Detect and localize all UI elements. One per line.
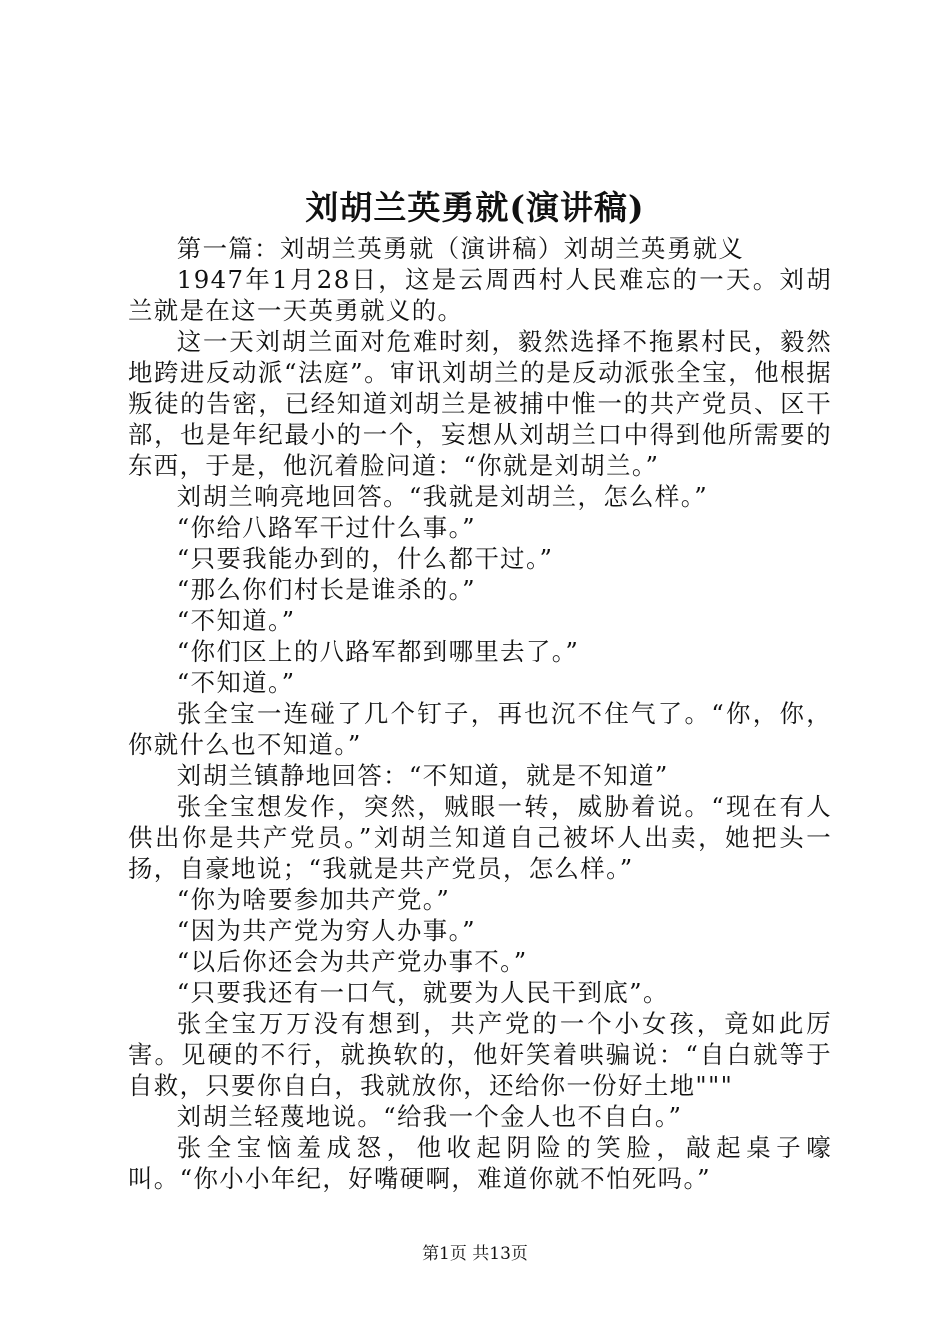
- paragraph: 张全宝一连碰了几个钉子，再也沉不住气了。“你，你，你就什么也不知道。”: [128, 699, 832, 759]
- paragraph: “只要我还有一口气，就要为人民干到底”。: [176, 978, 669, 1007]
- paragraph: 张全宝万万没有想到，共产党的一个小女孩，竟如此厉害。见硬的不行，就换软的，他奸笑着哄骗说：“自白就等于自救，只要你自白，我就放你，还给你一份好土地""": [128, 1009, 832, 1100]
- paragraph: 这一天刘胡兰面对危难时刻，毅然选择不拖累村民，毅然地跨进反动派“法庭”。审讯刘胡兰的是反动派张全宝，他根据叛徒的告密，已经知道刘胡兰是被捕中惟一的共产党员、区干部，也是年纪最小的一个，妄想从刘胡兰口中得到他所需要的东西，于是，他沉着脸问道：“你就是刘胡兰。”: [128, 327, 832, 480]
- paragraph: 刘胡兰轻蔑地说。“给我一个金人也不自白。”: [176, 1102, 683, 1131]
- document-body: [128, 233, 832, 1194]
- paragraph: “不知道。”: [176, 668, 296, 697]
- paragraph: 张全宝恼羞成怒，他收起阴险的笑脸，敲起桌子嚎叫。“你小小年纪，好嘴硬啊，难道你就不怕死吗。”: [128, 1133, 832, 1193]
- paragraph: “你为啥要参加共产党。”: [176, 885, 451, 914]
- paragraph: 第一篇：刘胡兰英勇就（演讲稿）刘胡兰英勇就义: [176, 234, 745, 263]
- paragraph: “因为共产党为穷人办事。”: [176, 916, 477, 945]
- paragraph: “不知道。”: [176, 606, 296, 635]
- paragraph: 张全宝想发作，突然，贼眼一转，威胁着说。“现在有人供出你是共产党员。”刘胡兰知道自己被坏人出卖，她把头一扬，自豪地说；“我就是共产党员，怎么样。”: [128, 792, 832, 883]
- paragraph: 刘胡兰镇静地回答：“不知道，就是不知道”: [176, 761, 669, 790]
- document-title: 刘胡兰英勇就(演讲稿): [305, 188, 645, 227]
- paragraph: “你们区上的八路军都到哪里去了。”: [176, 637, 580, 666]
- paragraph: “以后你还会为共产党办事不。”: [176, 947, 528, 976]
- page-footer: 第1页 共13页: [422, 1244, 528, 1264]
- paragraph: “只要我能办到的，什么都干过。”: [176, 544, 554, 573]
- paragraph: “你给八路军干过什么事。”: [176, 513, 477, 542]
- paragraph: 刘胡兰响亮地回答。“我就是刘胡兰，怎么样。”: [176, 482, 709, 511]
- paragraph: 1947年1月28日，这是云周西村人民难忘的一天。刘胡兰就是在这一天英勇就义的。: [128, 265, 832, 325]
- paragraph: “那么你们村长是谁杀的。”: [176, 575, 477, 604]
